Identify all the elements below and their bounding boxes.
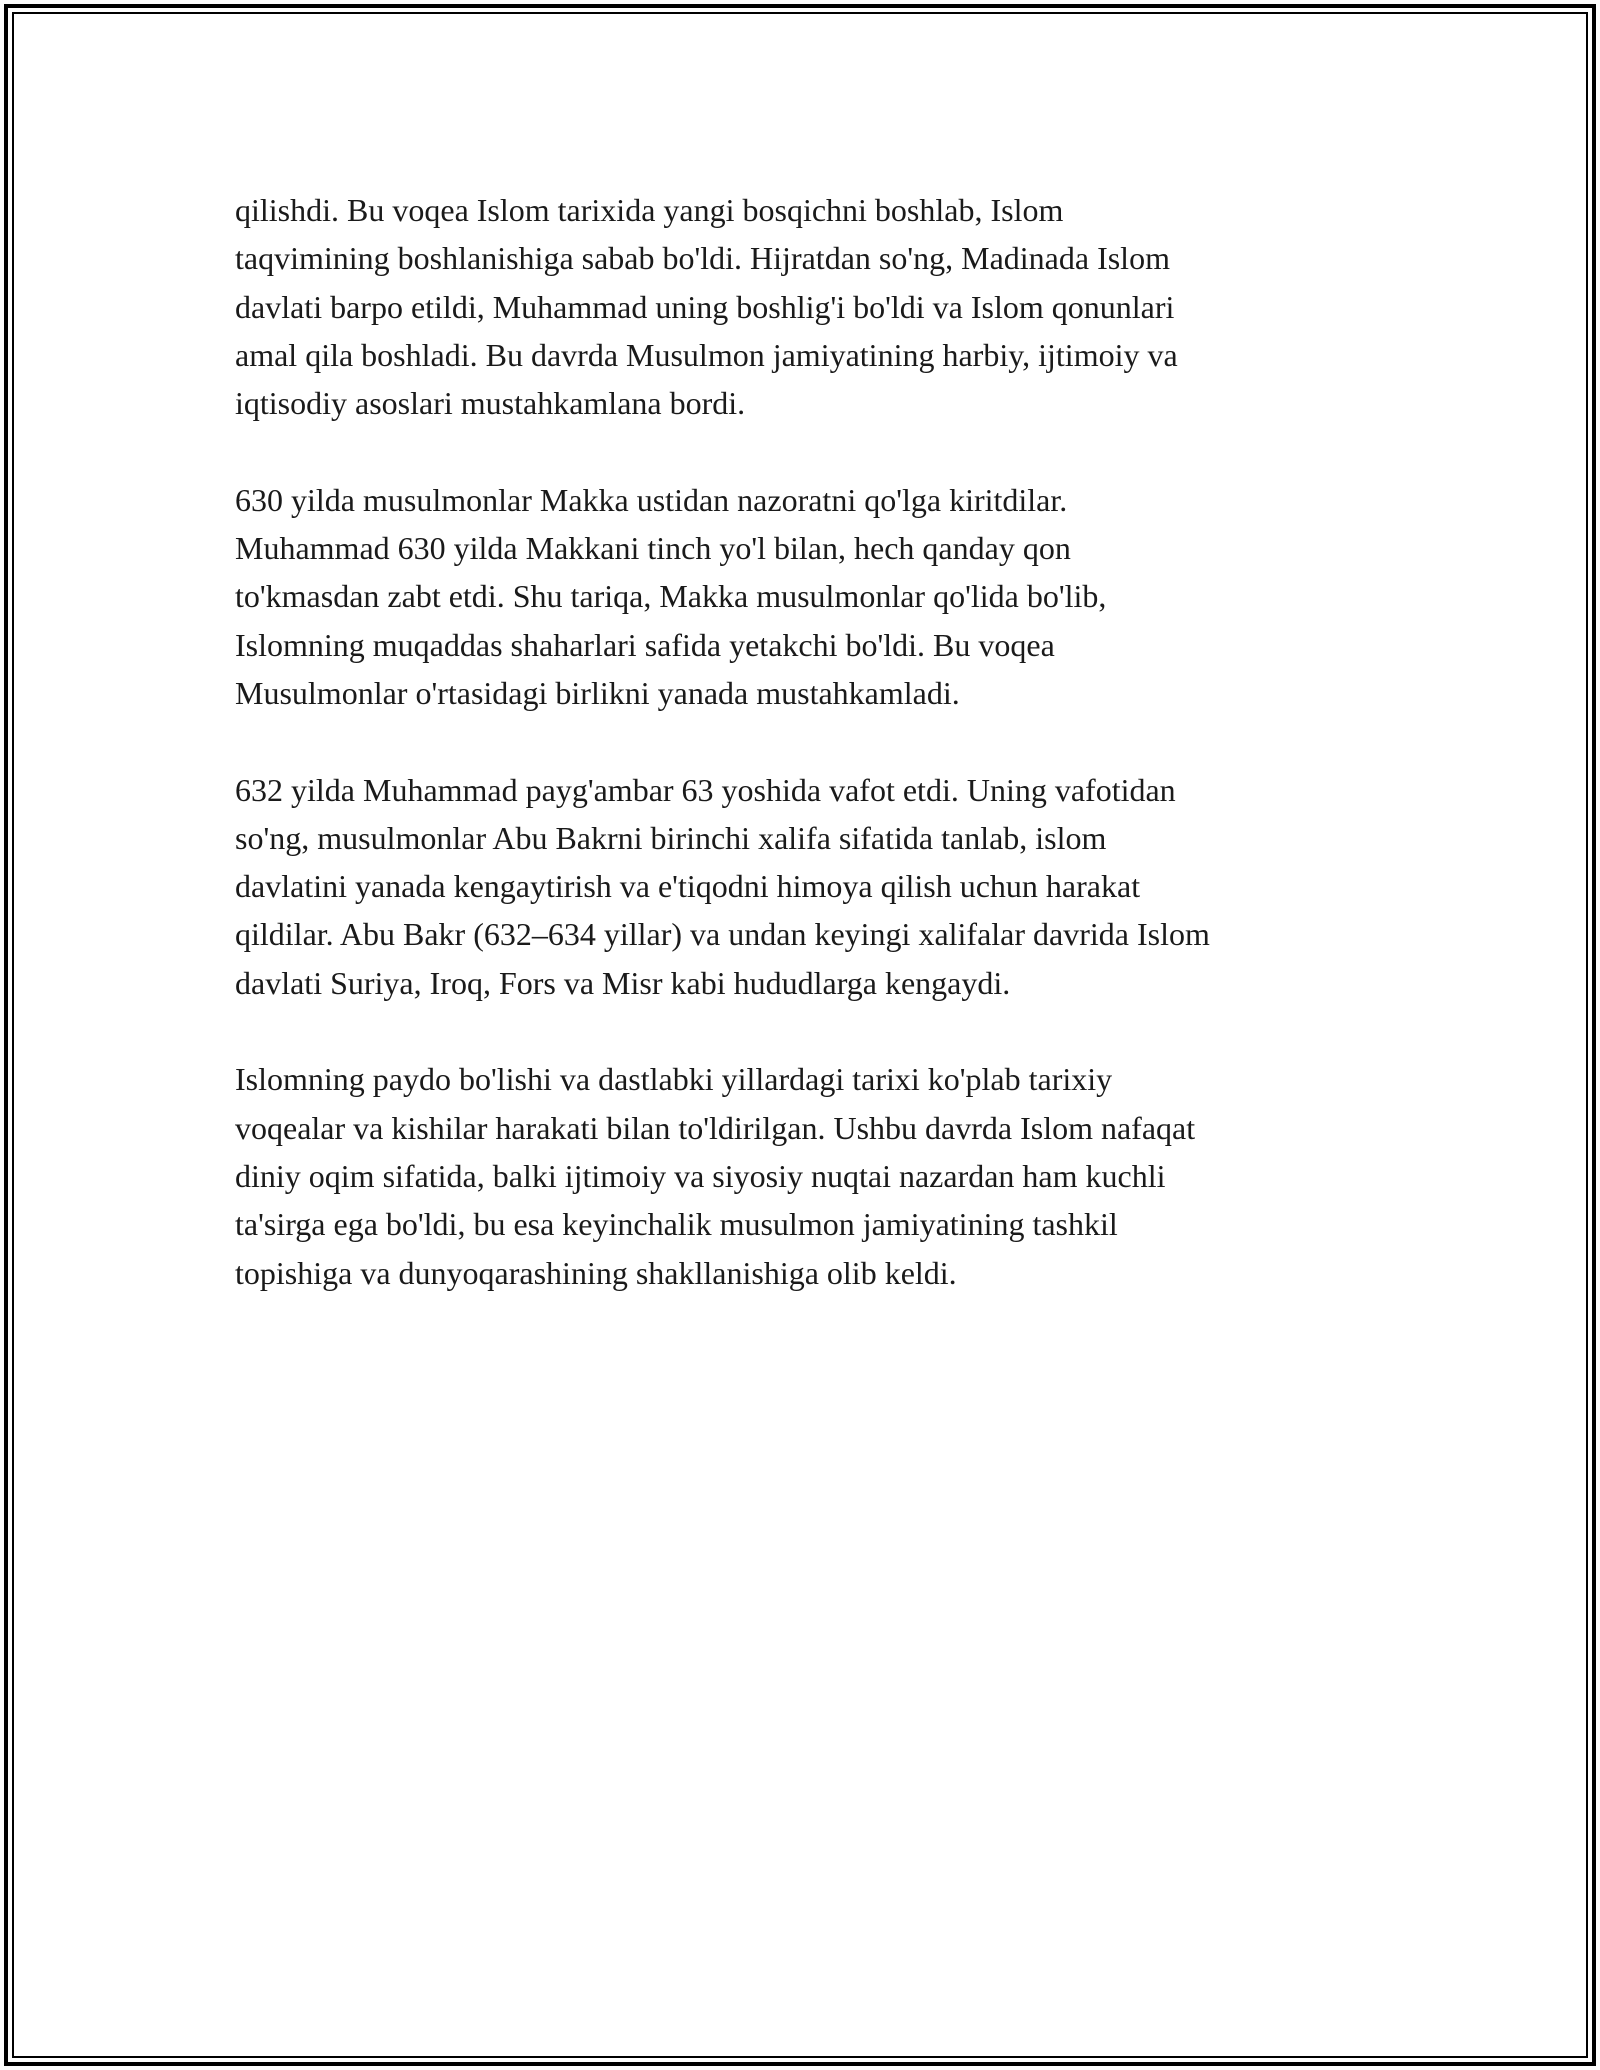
paragraph-4: Islomning paydo bo'lishi va dastlabki yillardagi tarixi ko'plab tarixiy voqealar va kishilar harakati bilan to'ldirilgan. Ushbu davrda Islom nafaqat diniy oqim sifatida, balki ijtimoiy va siyosiy nuqtai nazardan ham kuchli ta'sirga ega bo'ldi, bu esa keyinchalik musulmon jamiyatining tashkil topishiga va dunyoqarashining shakllanishiga olib keldi. <box>235 1061 1196 1291</box>
paragraph-1: qilishdi. Bu voqea Islom tarixida yangi bosqichni boshlab, Islom taqvimining boshlanishiga sabab bo'ldi. Hijratdan so'ng, Madinada Islom davlati barpo etildi, Muhammad uning boshlig'i bo'ldi va Islom qonunlari amal qila boshladi. Bu davrda Musulmon jamiyatining harbiy, ijtimoiy va iqtisodiy asoslari mustahkamlana bordi. <box>235 192 1178 422</box>
paragraph-3: 632 yilda Muhammad payg'ambar 63 yoshida vafot etdi. Uning vafotidan so'ng, musulmonlar Abu Bakrni birinchi xalifa sifatida tanlab, islom davlatini yanada kengaytirish va e'tiqodni himoya qilish uchun harakat qildilar. Abu Bakr (632–634 yillar) va undan keyingi xalifalar davrida Islom davlati Suriya, Iroq, Fors va Misr kabi hududlarga kengaydi. <box>235 771 1210 1001</box>
document-body <box>235 186 1385 1345</box>
paragraph-2: 630 yilda musulmonlar Makka ustidan nazoratni qo'lga kiritdilar. Muhammad 630 yilda Makkani tinch yo'l bilan, hech qanday qon to'kmasdan zabt etdi. Shu tariqa, Makka musulmonlar qo'lida bo'lib, Islomning muqaddas shaharlari safida yetakchi bo'ldi. Bu voqea Musulmonlar o'rtasidagi birlikni yanada mustahkamladi. <box>235 481 1107 711</box>
